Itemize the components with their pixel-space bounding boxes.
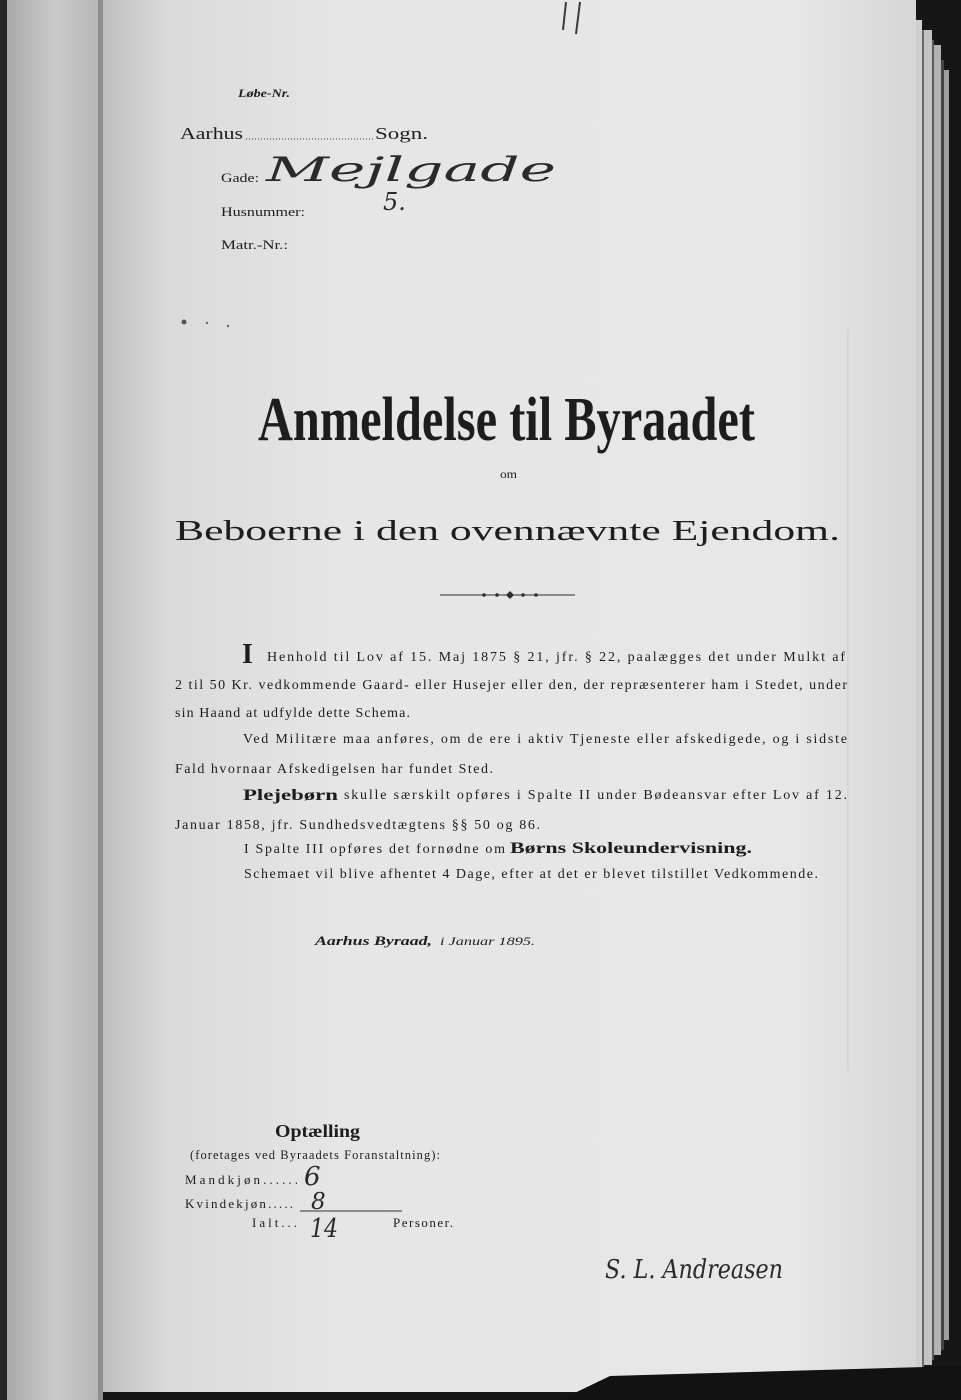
- parish-label: Sogn.: [375, 124, 428, 143]
- page-title: Anmeldelse til Byraadet: [258, 386, 756, 454]
- house-number-label: Husnummer:: [221, 204, 305, 219]
- gutter-shadow: [98, 0, 103, 1400]
- instruction-line: Januar 1858, jfr. Sundhedsvedtægtens §§ 50 og 86.: [175, 818, 540, 833]
- page-stack-edge: [916, 20, 949, 1370]
- instruction-line: Henhold til Lov af 15. Maj 1875 § 21, jfr. § 22, paalægges det under Mulkt af: [267, 650, 846, 665]
- lobe-nr-label: Løbe-Nr.: [236, 86, 290, 100]
- book-edge-left: [0, 0, 7, 1400]
- issuer-authority: Aarhus Byraad,: [313, 933, 432, 948]
- emphasis-schooling: Børns Skoleundervisning.: [510, 840, 752, 857]
- issue-date: i Januar 1895.: [440, 934, 535, 948]
- instruction-line: skulle særskilt opføres i Spalte II under Bødeansvar efter Lov af 12.: [344, 788, 848, 803]
- female-count-label: Kvindekjøn.....: [185, 1196, 293, 1211]
- instruction-line: 2 til 50 Kr. vedkommende Gaard- eller Husejer eller den, der repræsenterer ham i Stedet, under: [175, 678, 847, 693]
- city-name: Aarhus: [180, 124, 243, 143]
- female-count-handwritten: 8: [311, 1189, 326, 1215]
- instruction-line: Ved Militære maa anføres, om de ere i aktiv Tjeneste eller afskedigede, og i sidste: [243, 732, 847, 747]
- ink-speck: [227, 325, 229, 327]
- owner-signature: S. L. Andreasen: [605, 1255, 783, 1285]
- page-subtitle: Beboerne i den ovennævnte Ejendom.: [175, 515, 840, 547]
- drop-initial: I: [242, 639, 253, 670]
- instruction-line: I Spalte III opføres det fornødne om: [244, 842, 505, 857]
- total-count-handwritten: 14: [310, 1214, 338, 1244]
- instruction-line: Schemaet vil blive afhentet 4 Dage, efter at det er blevet tilstillet Vedkommende.: [244, 867, 819, 882]
- count-heading: Optælling: [275, 1121, 360, 1141]
- left-page: [7, 0, 103, 1400]
- ink-speck: [206, 322, 208, 324]
- instruction-line: Fald hvornaar Afskedigelsen har fundet Sted.: [175, 762, 493, 777]
- street-value-handwritten: Mejlgade: [264, 150, 556, 190]
- total-count-label: Ialt...: [252, 1215, 297, 1230]
- street-label: Gade:: [221, 170, 259, 185]
- male-count-label: Mandkjøn......: [185, 1172, 298, 1187]
- persons-unit-label: Personer.: [393, 1215, 453, 1230]
- male-count-handwritten: 6: [304, 1162, 321, 1192]
- matr-nr-label: Matr.-Nr.:: [221, 237, 288, 252]
- ink-speck: [182, 320, 187, 325]
- house-number-value-handwritten: 5.: [383, 188, 406, 216]
- count-note: (foretages ved Byraadets Foranstaltning):: [190, 1148, 440, 1162]
- title-connector: om: [500, 467, 518, 481]
- instruction-line: sin Haand at udfylde dette Schema.: [175, 706, 410, 721]
- emphasis-foster-children: Plejebørn: [243, 787, 339, 804]
